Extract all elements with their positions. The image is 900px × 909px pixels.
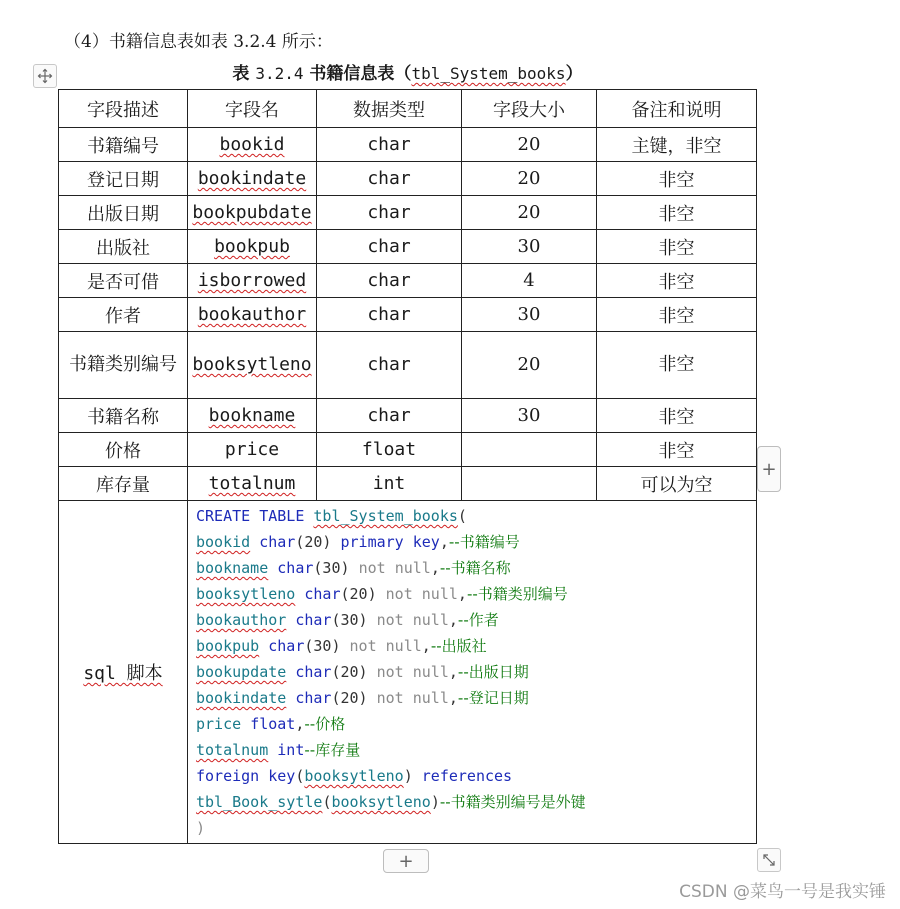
type-cell: char: [317, 298, 462, 332]
type-cell: char: [317, 162, 462, 196]
add-row-button[interactable]: [383, 849, 429, 873]
csdn-watermark: CSDN @菜鸟一号是我实锤: [679, 882, 886, 902]
intro-text: （4）书籍信息表如表 3.2.4 所示：: [64, 32, 333, 52]
caption-number: 3.2.4: [255, 64, 304, 83]
table-caption: [0, 62, 815, 86]
desc-cell: 价格: [59, 433, 188, 467]
desc-cell: 是否可借: [59, 264, 188, 298]
field-cell: [188, 399, 317, 433]
field-name: bookauthor: [197, 304, 307, 325]
type-cell: char: [317, 128, 462, 162]
field-cell: [188, 230, 317, 264]
plus-icon: +: [761, 458, 777, 480]
caption-suffix: ）: [565, 64, 583, 84]
sql-code-line: CREATE TABLE tbl_System_books(: [196, 507, 467, 525]
sql-code-line: bookauthor char(30) not null,--作者: [196, 611, 499, 629]
note-cell: 非空: [597, 196, 757, 230]
caption-table-name: tbl_System_books: [411, 64, 566, 83]
desc-cell: 书籍类别编号: [59, 332, 188, 399]
field-cell: [188, 264, 317, 298]
type-cell: char: [317, 196, 462, 230]
desc-cell: 作者: [59, 298, 188, 332]
field-name: bookpubdate: [192, 202, 312, 223]
size-cell: 4: [462, 264, 597, 298]
field-cell: [188, 196, 317, 230]
sql-code-line: foreign key(booksytleno) references: [196, 767, 513, 785]
field-cell: [188, 332, 317, 399]
note-cell: 非空: [597, 298, 757, 332]
field-cell: [188, 162, 317, 196]
caption-middle: 书籍信息表（: [303, 64, 412, 84]
sql-label: sql 脚本: [83, 663, 163, 684]
note-cell: 可以为空: [597, 467, 757, 501]
note-cell: 非空: [597, 264, 757, 298]
size-cell: 20: [462, 332, 597, 399]
note-cell: 非空: [597, 433, 757, 467]
desc-cell: 书籍编号: [59, 128, 188, 162]
field-cell: [188, 467, 317, 501]
table-row: [59, 467, 757, 501]
size-cell: 20: [462, 128, 597, 162]
table-row: [59, 399, 757, 433]
table-row: [59, 332, 757, 399]
desc-cell: 出版日期: [59, 196, 188, 230]
desc-cell: 出版社: [59, 230, 188, 264]
type-cell: char: [317, 332, 462, 399]
table-row: [59, 298, 757, 332]
resize-icon: [762, 853, 776, 867]
desc-cell: 书籍名称: [59, 399, 188, 433]
sql-code-line: bookupdate char(20) not null,--出版日期: [196, 663, 529, 681]
field-cell: [188, 128, 317, 162]
sql-code-block: [196, 503, 756, 841]
desc-cell: 登记日期: [59, 162, 188, 196]
header-cell: 字段名: [188, 90, 317, 128]
table-row: [59, 264, 757, 298]
field-name: bookpub: [214, 236, 290, 257]
size-cell: [462, 467, 597, 501]
book-info-table: [58, 89, 757, 844]
note-cell: 非空: [597, 230, 757, 264]
sql-code-line: tbl_Book_sytle(booksytleno)--书籍类别编号是外键: [196, 793, 586, 811]
type-cell: char: [317, 230, 462, 264]
field-name: totalnum: [208, 473, 296, 494]
sql-code-line: booksytleno char(20) not null,--书籍类别编号: [196, 585, 568, 603]
field-cell: [188, 298, 317, 332]
size-cell: 30: [462, 230, 597, 264]
size-cell: 20: [462, 196, 597, 230]
size-cell: 20: [462, 162, 597, 196]
sql-code-line: bookindate char(20) not null,--登记日期: [196, 689, 529, 707]
note-cell: 主键，非空: [597, 128, 757, 162]
sql-script-cell: [188, 501, 757, 844]
type-cell: char: [317, 399, 462, 433]
field-name: bookindate: [197, 168, 307, 189]
table-row: [59, 128, 757, 162]
plus-icon: +: [398, 850, 414, 872]
field-name: bookname: [208, 405, 296, 426]
note-cell: 非空: [597, 399, 757, 433]
type-cell: char: [317, 264, 462, 298]
table-row: [59, 196, 757, 230]
add-column-button[interactable]: [757, 446, 781, 492]
sql-code-line: bookid char(20) primary key,--书籍编号: [196, 533, 520, 551]
header-cell: 备注和说明: [597, 90, 757, 128]
sql-code-line: bookpub char(30) not null,--出版社: [196, 637, 487, 655]
size-cell: [462, 433, 597, 467]
sql-label-cell: [59, 501, 188, 844]
note-cell: 非空: [597, 332, 757, 399]
size-cell: 30: [462, 298, 597, 332]
header-cell: 数据类型: [317, 90, 462, 128]
desc-cell: 库存量: [59, 467, 188, 501]
field-name: bookid: [219, 134, 285, 155]
table-row: [59, 433, 757, 467]
header-row: [59, 90, 757, 128]
sql-row: [59, 501, 757, 844]
sql-code-line: bookname char(30) not null,--书籍名称: [196, 559, 511, 577]
size-cell: 30: [462, 399, 597, 433]
type-cell: int: [317, 467, 462, 501]
table-row: [59, 230, 757, 264]
field-name: price: [224, 439, 280, 460]
header-cell: 字段描述: [59, 90, 188, 128]
caption-prefix: 表: [232, 64, 256, 84]
header-cell: 字段大小: [462, 90, 597, 128]
field-name: booksytleno: [192, 354, 312, 375]
sql-code-line: ): [196, 819, 206, 837]
sql-code-line: price float,--价格: [196, 715, 346, 733]
field-name: isborrowed: [197, 270, 307, 291]
type-cell: float: [317, 433, 462, 467]
sql-code-line: totalnum int--库存量: [196, 741, 361, 759]
field-cell: [188, 433, 317, 467]
table-resize-handle[interactable]: [757, 848, 781, 872]
note-cell: 非空: [597, 162, 757, 196]
table-row: [59, 162, 757, 196]
